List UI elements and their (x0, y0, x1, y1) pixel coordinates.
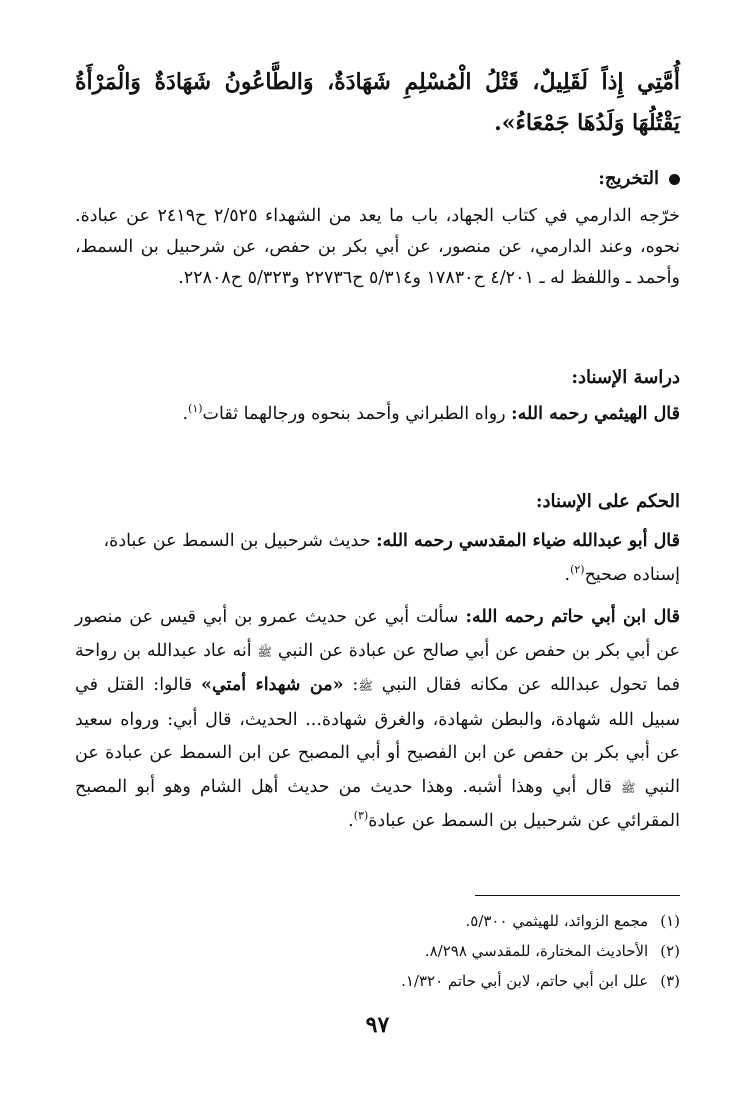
footnote-3 (75, 966, 680, 996)
dirasa-speaker: قال الهيثمي رحمه الله: (511, 404, 680, 424)
bullet-icon (669, 174, 680, 185)
hukm-p2-quote: «من شهداء أمتي» (201, 675, 344, 695)
dirasa-paragraph (75, 397, 680, 431)
footnote-text: الأحاديث المختارة، للمقدسي ٨/٢٩٨. (424, 942, 649, 960)
hukm-p2-end: . (348, 811, 354, 831)
footnote-divider (475, 895, 680, 896)
footnote-number: (٣) (660, 972, 680, 990)
hukm-p2-text-a: سألت أبي عن حديث عمرو بن أبي قيس عن منصور عن أبي بكر بن حفص عن أبي صالح عن عبادة عن النبي (75, 607, 680, 661)
dirasa-end: . (182, 404, 189, 424)
takhrij-heading-label: التخريج: (598, 168, 659, 189)
footnotes (75, 906, 680, 996)
footnote-1 (75, 906, 680, 936)
footnote-number: (١) (660, 912, 680, 930)
footnote-ref-1[interactable]: (١) (188, 402, 203, 416)
hukm-p2-text-d: قالوا: القتل في سبيل الله شهادة، والبطن شهادة، والغرق شهادة... الحديث، قال أبي: ورواه سعيد عن أبي بكر بن حفص عن ابن الفصيح أو أبي المصبح عن ابن السمط عن عبادة عن النبي (75, 675, 680, 797)
footnote-ref-3[interactable]: (٣) (353, 809, 369, 823)
hukm-p1-text: حديث شرحبيل بن السمط عن عبادة، إسناده صحيح (103, 531, 680, 585)
dirasa-heading: دراسة الإسناد: (571, 367, 680, 388)
footnote-ref-2[interactable]: (٢) (570, 563, 585, 577)
hukm-p1-speaker: قال أبو عبدالله ضياء المقدسي رحمه الله: (376, 531, 680, 551)
hukm-p2-text-b: أنه عاد عبدالله بن رواحة فما تحول عبدالله عن مكانه فقال النبي (75, 640, 680, 695)
takhrij-text: خرّجه الدارمي في كتاب الجهاد، باب ما يعد من الشهداء ٢/٥٢٥ ح٢٤١٩ عن عبادة. نحوه، وعند الدارمي، عن منصور، عن أبي بكر بن حفص، عن شرحبيل بن السمط، وأحمد ـ واللفظ له ـ ٤/٢٠١ ح١٧٨٣٠ و٥/٣١٤ ح٢٢٧٣٦ و٥/٣٢٣ ح٢٢٨٠٨. (75, 206, 680, 288)
footnote-text: مجمع الزوائد، للهيثمي ٥/٣٠٠. (465, 912, 649, 930)
hukm-p2-text-e: قال أبي وهذا أشبه. وهذا حديث من حديث أهل الشام وهو أبو المصبح المقرائي عن شرحبيل بن السمط عن عبادة (75, 776, 680, 831)
footnote-number: (٢) (660, 942, 680, 960)
hukm-p1-end: . (564, 565, 571, 585)
page-number: ٩٧ (365, 1012, 390, 1038)
hukm-heading: الحكم على الإسناد: (535, 491, 680, 512)
hukm-p2-text-c: : (343, 675, 359, 695)
hadith-text: أُمَّتِي إِذاً لَقَلِيلٌ، قَتْلُ الْمُسْلِمِ شَهَادَةٌ، وَالطَّاعُونُ شَهَادَةٌ وَالْمَرْأَةُ يَقْتُلُهَا وَلَدُهَا جَمْعَاءُ». (75, 69, 680, 136)
hukm-p2-speaker: قال ابن أبي حاتم رحمه الله: (465, 607, 681, 627)
salla-icon: ﷺ (257, 644, 273, 659)
takhrij-heading (75, 164, 680, 194)
footnote-2 (75, 936, 680, 966)
salla-icon: ﷺ (358, 679, 373, 693)
hukm-paragraph-2 (75, 601, 680, 839)
hukm-paragraph-1 (75, 524, 680, 592)
dirasa-text: رواه الطبراني وأحمد بنحوه ورجالهما ثقات (202, 404, 512, 424)
footnote-text: علل ابن أبي حاتم، لابن أبي حاتم ١/٣٢٠. (401, 972, 649, 990)
salla-icon: ﷺ (621, 780, 636, 795)
